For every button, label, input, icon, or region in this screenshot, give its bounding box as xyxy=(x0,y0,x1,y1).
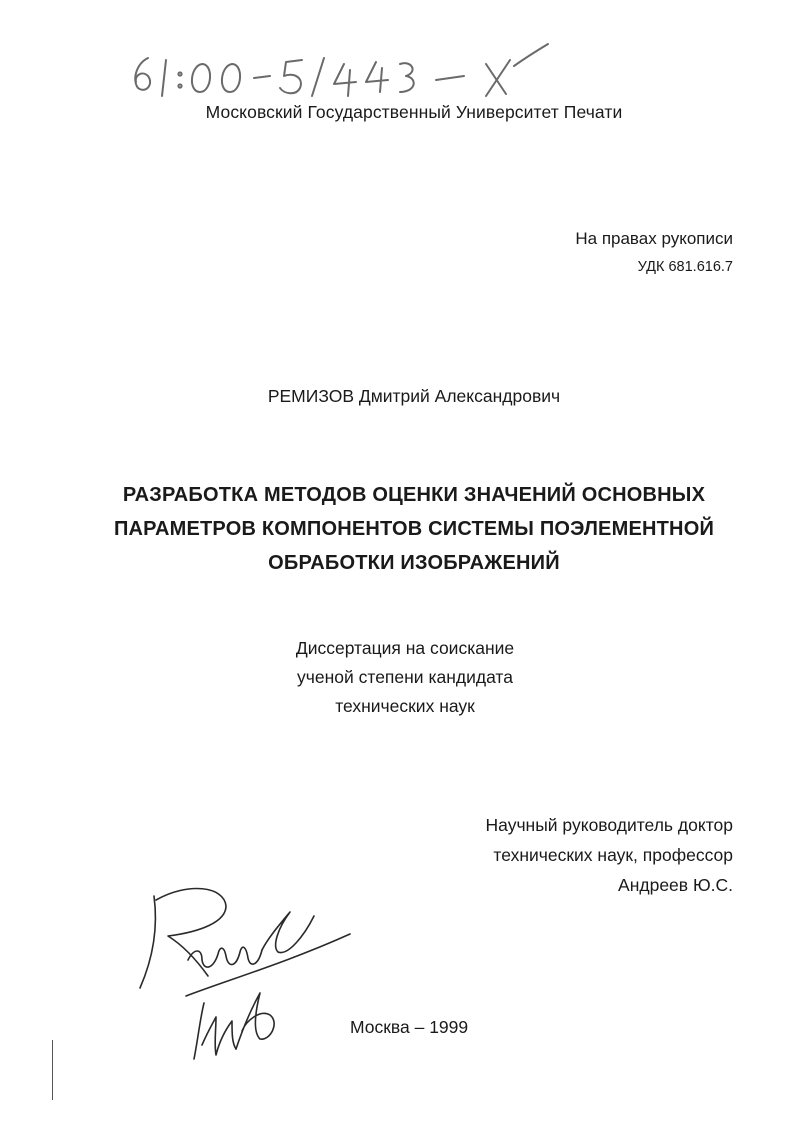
supervisor-line: Научный руководитель доктор xyxy=(485,815,733,835)
rights-label: На правах рукописи xyxy=(575,229,733,248)
supervisor-line: Андреев Ю.С. xyxy=(618,875,733,895)
dissertation-type xyxy=(0,634,793,721)
dissertation-line: ученой степени кандидата xyxy=(297,667,513,687)
dissertation-line: Диссертация на соискание xyxy=(295,638,515,658)
university-name: Московский Государственный Университет Печати xyxy=(205,102,623,122)
title-line: РАЗРАБОТКА МЕТОДОВ ОЦЕНКИ ЗНАЧЕНИЙ ОСНОВНЫХ xyxy=(122,484,706,506)
dissertation-title xyxy=(60,478,768,580)
witness-initials xyxy=(180,975,290,1065)
supervisor-block xyxy=(486,810,733,900)
udk-code: УДК 681.616.7 xyxy=(637,259,733,275)
page-edge-line xyxy=(52,1040,53,1100)
title-line: ОБРАБОТКИ ИЗОБРАЖЕНИЙ xyxy=(268,552,560,574)
author-name: РЕМИЗОВ Дмитрий Александрович xyxy=(267,386,561,406)
handwritten-catalog-number xyxy=(118,30,588,110)
supervisor-line: технических наук, профессор xyxy=(493,845,733,865)
title-line: ПАРАМЕТРОВ КОМПОНЕНТОВ СИСТЕМЫ ПОЭЛЕМЕНТНОЙ xyxy=(113,518,715,540)
city-year: Москва – 1999 xyxy=(350,1017,469,1037)
rights-block xyxy=(575,228,733,278)
dissertation-line: технических наук xyxy=(335,696,475,716)
